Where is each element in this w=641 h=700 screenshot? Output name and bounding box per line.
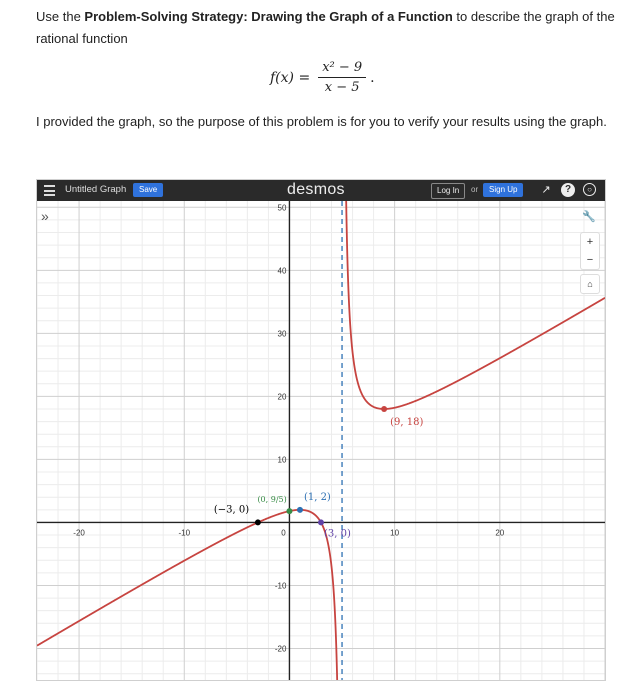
point-label: (1, 2) <box>303 491 331 503</box>
problem-intro <box>36 6 616 50</box>
rational-function-formula <box>270 60 375 95</box>
x-tick-label: 0 <box>281 528 286 538</box>
or-separator: or <box>471 185 479 194</box>
point-label: (−3, 0) <box>213 504 250 516</box>
intro-text-end: to describe the graph of the rational function <box>36 9 615 46</box>
formula-period: . <box>370 69 375 86</box>
graph-title[interactable]: Untitled Graph <box>65 184 127 195</box>
graph-point <box>286 508 292 514</box>
help-icon[interactable]: ? <box>561 183 575 197</box>
graph-point <box>318 519 324 525</box>
graph-canvas[interactable] <box>37 201 605 680</box>
desmos-calculator <box>36 179 606 681</box>
x-tick-label: 20 <box>495 528 505 538</box>
language-globe-icon[interactable]: ○ <box>583 183 596 196</box>
share-icon[interactable]: ↗ <box>541 184 551 196</box>
zoom-in-button[interactable]: + <box>580 232 600 252</box>
signup-button[interactable]: Sign Up <box>483 183 523 197</box>
formula-fraction <box>318 60 366 95</box>
wrench-icon[interactable]: 🔧 <box>582 211 596 223</box>
y-tick-label: 40 <box>277 266 287 276</box>
y-tick-label: 20 <box>277 392 287 402</box>
home-icon[interactable]: ⌂ <box>580 274 600 294</box>
graph-point <box>297 507 303 513</box>
desmos-toolbar <box>37 180 605 201</box>
y-tick-label: 10 <box>277 455 287 465</box>
hamburger-menu-icon[interactable] <box>44 185 55 196</box>
y-tick-label: 50 <box>277 203 287 213</box>
formula-denominator: x − 5 <box>324 80 360 95</box>
point-label: (0, 9/5) <box>257 495 287 505</box>
x-tick-label: -10 <box>178 528 191 538</box>
strategy-link-text: Problem-Solving Strategy: Drawing the Graph of a Function <box>84 9 453 24</box>
y-tick-label: 30 <box>277 329 287 339</box>
y-tick-label: -10 <box>274 581 287 591</box>
zoom-out-button[interactable]: − <box>580 251 600 270</box>
formula-lhs: f(x) = <box>270 69 311 86</box>
x-tick-label: -20 <box>73 528 85 538</box>
x-tick-label: 10 <box>390 528 400 538</box>
desmos-logo: desmos <box>287 181 345 198</box>
graph-point <box>255 519 261 525</box>
graph-point <box>381 406 387 412</box>
login-button[interactable]: Log In <box>431 183 465 199</box>
point-label: (9, 18) <box>390 416 424 428</box>
intro-text-start: Use the <box>36 9 85 24</box>
formula-numerator: x² − 9 <box>318 60 366 78</box>
point-label: (3, 0) <box>324 528 351 540</box>
y-tick-label: -20 <box>274 644 287 654</box>
double-chevron-right-icon[interactable]: » <box>41 208 49 224</box>
save-button[interactable]: Save <box>133 183 163 197</box>
problem-note: I provided the graph, so the purpose of this problem is for you to verify your results using the graph. <box>36 114 607 129</box>
